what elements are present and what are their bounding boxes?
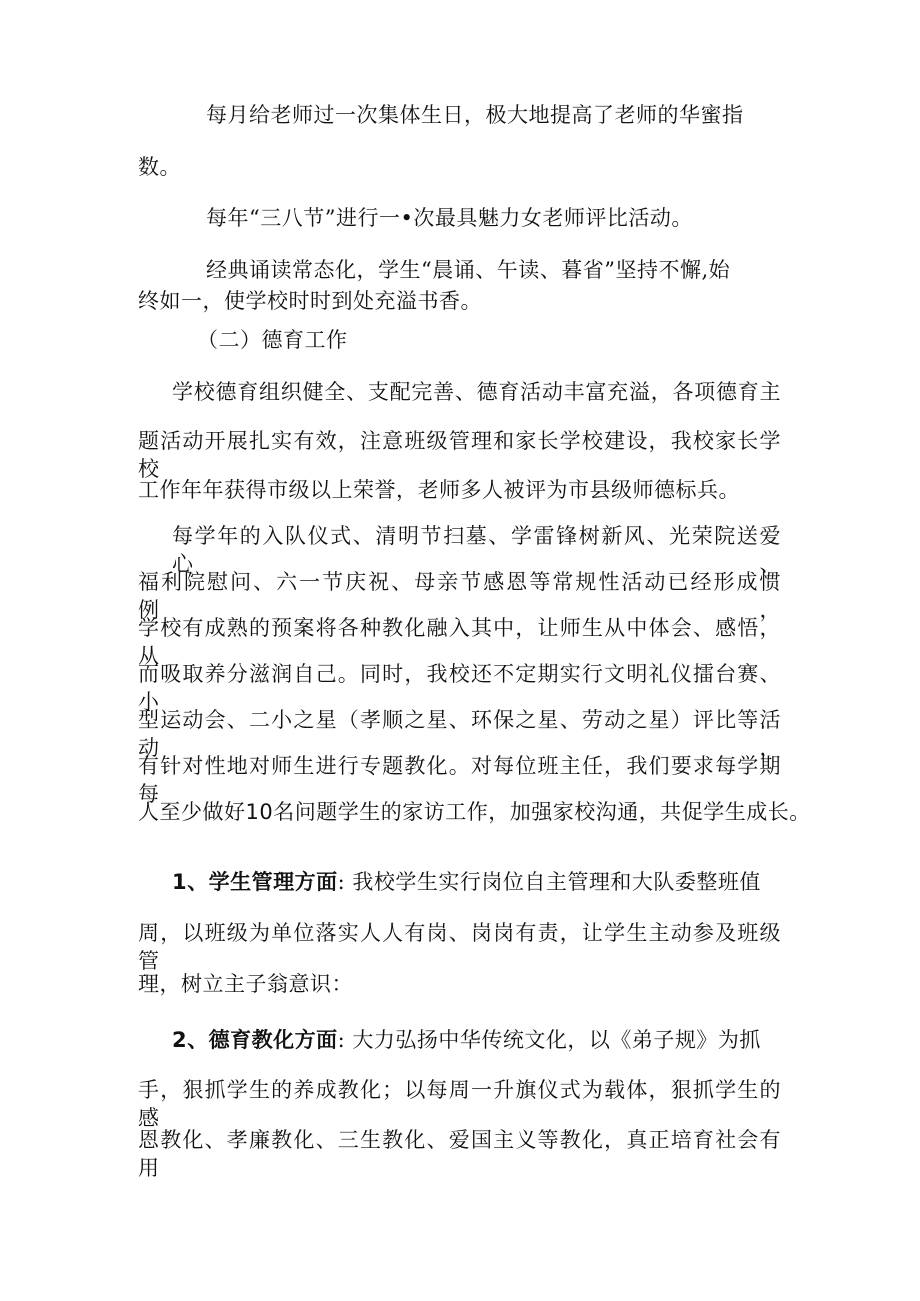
item-1-heading: 1、学生管理方面 bbox=[172, 870, 338, 894]
item-2-line-1-text: 大力弘扬中华传统文化，以《弟子规》为抓 bbox=[352, 1028, 761, 1052]
paragraph-3-line-2: 终如一，使学校时时到处充溢书香。 bbox=[138, 289, 482, 313]
paragraph-5-line-1: 每学年的入队仪式、清明节扫墓、学雷锋树新风、光荣院送爱心、 bbox=[172, 524, 781, 576]
paragraph-5-line-3: 学校有成熟的预案将各种教化融入其中，让师生从中体会、感悟，从 bbox=[138, 616, 781, 668]
paragraph-5-line-6: 有针对性地对师生进行专题教化。对每位班主任，我们要求每学期每 bbox=[138, 754, 781, 806]
paragraph-1-line-1: 每月给老师过一次集体生日，极大地提高了老师的华蜜指 bbox=[206, 103, 744, 127]
section-heading: （二）德育工作 bbox=[197, 328, 348, 352]
item-2-colon: : bbox=[337, 1028, 346, 1052]
paragraph-5-line-4: 而吸取养分滋润自己。同时，我校还不定期实行文明礼仪擂台赛、小 bbox=[138, 662, 781, 714]
paragraph-5-line-7-start: 人至少做好 bbox=[138, 800, 246, 824]
item-1-line-1-text: 我校学生实行岗位自主管理和大队委整班值 bbox=[352, 870, 761, 894]
paragraph-4-line-3: 工作年年获得市级以上荣誉，老师多人被评为市县级师德标兵。 bbox=[138, 478, 740, 502]
item-1-line-1 bbox=[172, 868, 761, 896]
paragraph-5-line-5: 型运动会、二小之星（孝顺之星、环保之星、劳动之星）评比等活动， bbox=[138, 708, 781, 760]
paragraph-2-line-1: 每年“三八节”进行一•次最具魅力女老师评比活动。 bbox=[206, 206, 693, 230]
paragraph-5-line-7-end: 名问题学生的家访工作，加强家校沟通，共促学生成长。 bbox=[273, 800, 811, 824]
item-2-line-1 bbox=[172, 1026, 761, 1054]
item-2-heading: 2、德育教化方面 bbox=[172, 1028, 338, 1052]
paragraph-5-line-7 bbox=[138, 798, 811, 826]
paragraph-4-line-1: 学校德育组织健全、支配完善、德育活动丰富充溢，各项德育主 bbox=[172, 380, 781, 404]
item-1-colon: : bbox=[337, 870, 346, 894]
paragraph-5-line-2: 福利院慰问、六一节庆祝、母亲节感恩等常规性活动已经形成惯例， bbox=[138, 570, 781, 622]
paragraph-4-line-2: 题活动开展扎实有效，注意班级管理和家长学校建设，我校家长学校 bbox=[138, 429, 781, 481]
item-2-line-2: 手，狠抓学生的养成教化；以每周一升旗仪式为载体，狠抓学生的感 bbox=[138, 1078, 781, 1130]
paragraph-5-number: 10 bbox=[245, 800, 274, 824]
paragraph-1-line-2: 数。 bbox=[138, 155, 181, 179]
item-1-line-2: 周，以班级为单位落实人人有岗、岗岗有责，让学生主动参及班级管 bbox=[138, 921, 781, 973]
item-1-line-3: 理，树立主子翁意识： bbox=[138, 972, 353, 996]
paragraph-3-line-1: 经典诵读常态化，学生“晨诵、午读、暮省”坚持不懈,始 bbox=[206, 258, 731, 282]
item-2-line-3: 恩教化、孝廉教化、三生教化、爱国主义等教化，真正培育社会有用 bbox=[138, 1128, 781, 1180]
